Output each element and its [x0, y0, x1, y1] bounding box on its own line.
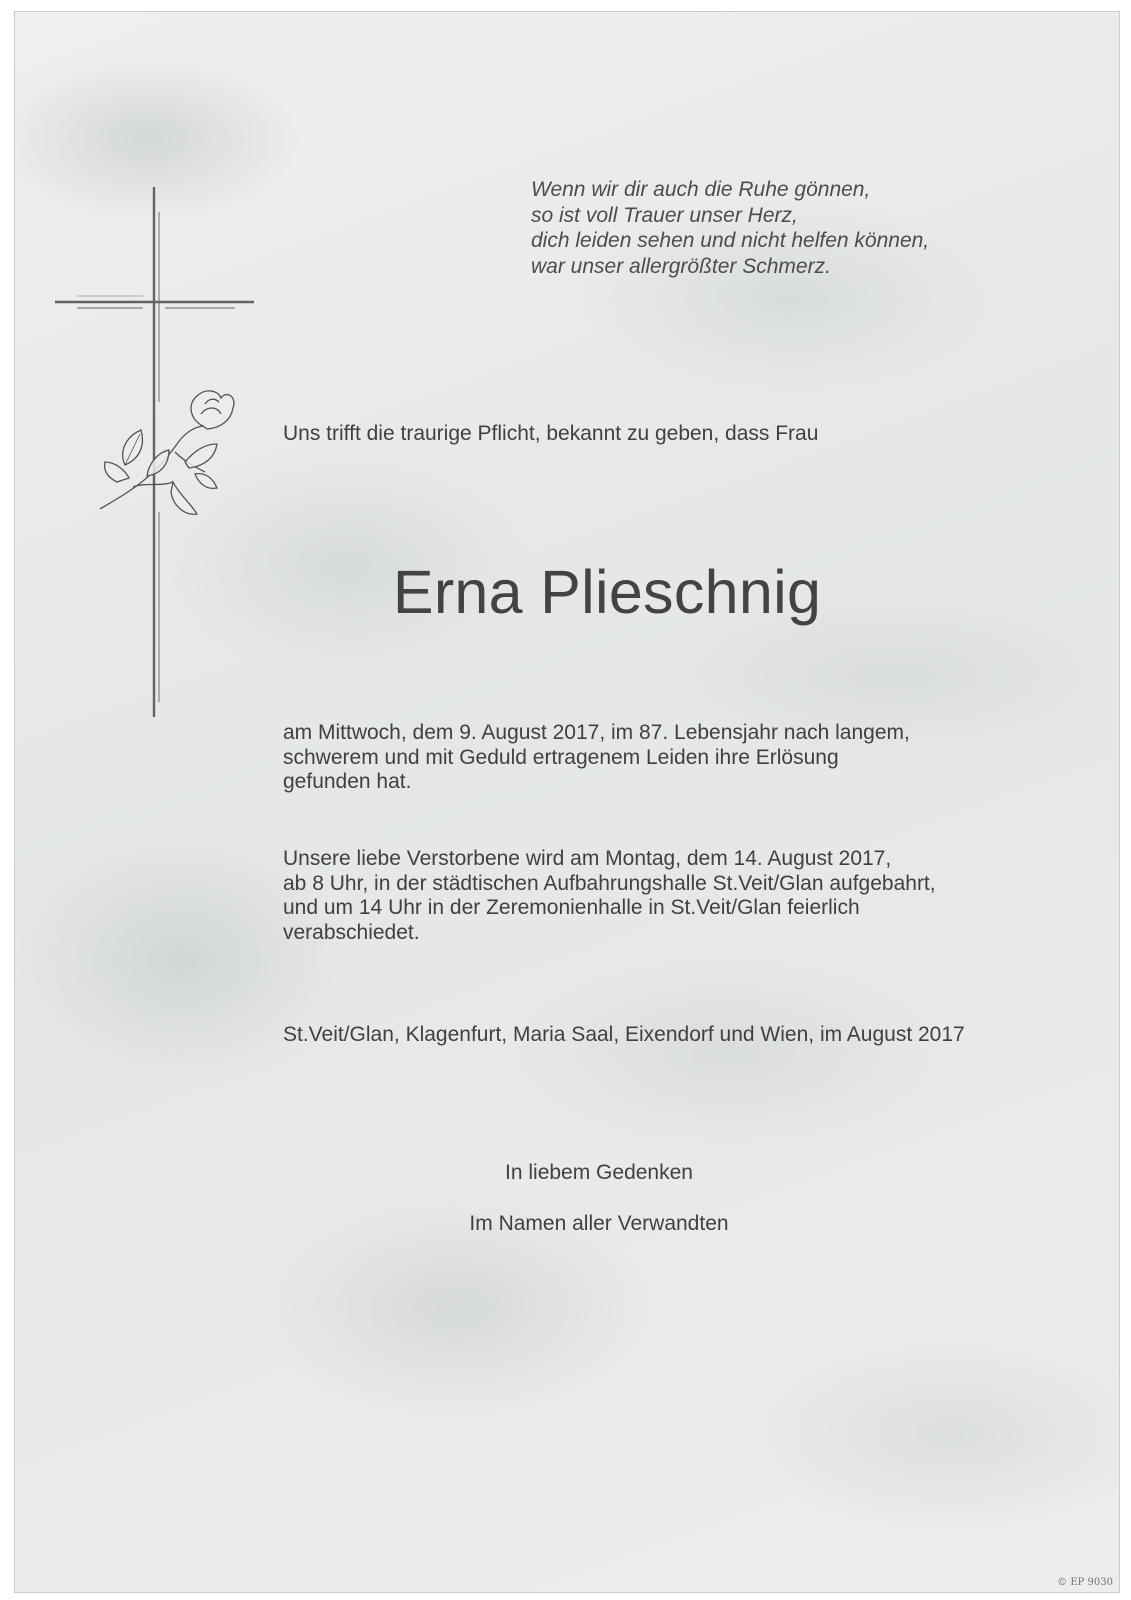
rose-icon — [100, 391, 234, 514]
funeral-line: und um 14 Uhr in der Zeremonienhalle in St.Veit/Glan feierlich — [283, 896, 860, 919]
places-and-date: St.Veit/Glan, Klagenfurt, Maria Saal, Eixendorf und Wien, im August 2017 — [283, 1023, 965, 1046]
funeral-line: verabschiedet. — [283, 920, 420, 944]
cross-with-rose — [55, 182, 265, 722]
poem — [531, 177, 929, 279]
intro-text: Uns trifft die traurige Pflicht, bekannt zu geben, dass Frau — [283, 422, 819, 445]
copyright-mark: © EP 9030 — [1057, 1577, 1113, 1588]
death-line: schwerem und mit Geduld ertragenem Leiden ihre Erlösung — [283, 745, 839, 769]
funeral-paragraph — [283, 847, 1023, 945]
deceased-name: Erna Plieschnig — [392, 558, 822, 626]
cross-icon — [55, 187, 254, 717]
death-line: gefunden hat. — [283, 770, 412, 793]
poem-line: dich leiden sehen und nicht helfen können, — [531, 229, 930, 252]
poem-line: so ist voll Trauer unser Herz, — [531, 203, 798, 227]
poem-line: Wenn wir dir auch die Ruhe gönnen, — [531, 178, 871, 201]
funeral-line: Unsere liebe Verstorbene wird am Montag, dem 14. August 2017, — [283, 847, 892, 870]
memory-line: In liebem Gedenken — [505, 1161, 693, 1184]
poem-line: war unser allergrößter Schmerz. — [531, 254, 831, 278]
death-line: am Mittwoch, dem 9. August 2017, im 87. Lebensjahr nach langem, — [283, 721, 910, 744]
relatives-line: Im Namen aller Verwandten — [469, 1212, 729, 1235]
obituary-page — [14, 11, 1120, 1593]
death-paragraph — [283, 721, 983, 795]
funeral-line: ab 8 Uhr, in der städtischen Aufbahrungshalle St.Veit/Glan aufgebahrt, — [283, 871, 936, 895]
